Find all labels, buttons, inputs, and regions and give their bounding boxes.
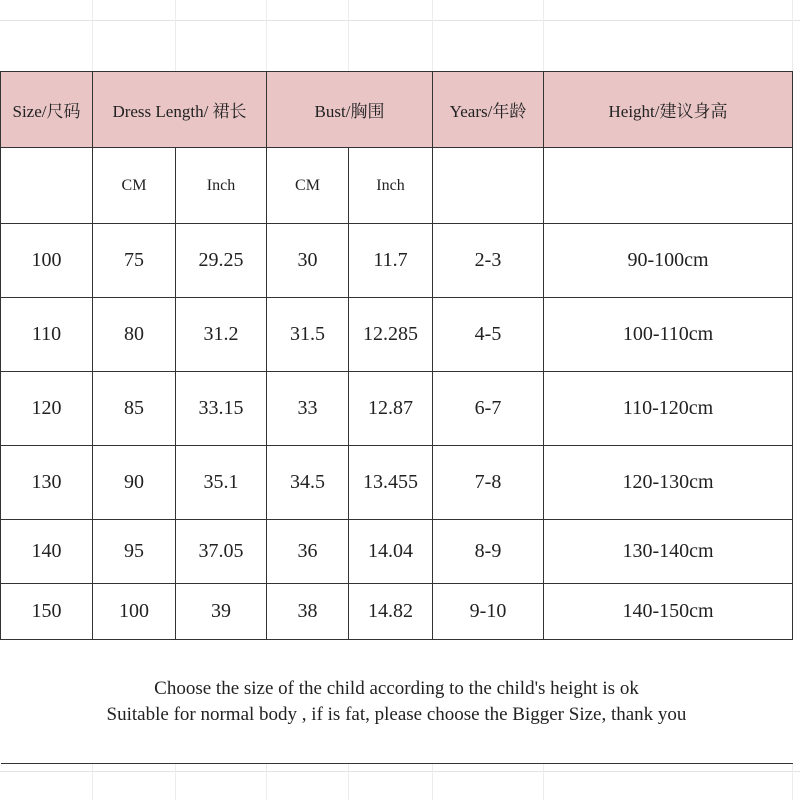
cell-bust-inch: 12.285 [349,298,433,372]
unit-dress-length-cm: CM [93,148,176,224]
cell-bust-inch: 14.04 [349,520,433,584]
cell-size: 100 [1,224,93,298]
unit-cell-empty [1,148,93,224]
cell-dress-length-inch: 39 [176,584,267,640]
table-row [1,446,793,520]
cell-bust-inch: 12.87 [349,372,433,446]
unit-bust-cm: CM [267,148,349,224]
cell-dress-length-cm: 75 [93,224,176,298]
gridline [0,20,800,21]
cell-years: 4-5 [433,298,544,372]
cell-bust-cm: 36 [267,520,349,584]
cell-dress-length-inch: 33.15 [176,372,267,446]
cell-size: 150 [1,584,93,640]
unit-cell-empty [544,148,793,224]
note-row [1,640,793,764]
note-line-1: Choose the size of the child according to the child's height is ok [154,677,639,699]
cell-dress-length-cm: 90 [93,446,176,520]
cell-height: 120-130cm [544,446,793,520]
cell-dress-length-cm: 100 [93,584,176,640]
cell-years: 6-7 [433,372,544,446]
table-row [1,520,793,584]
table-row [1,372,793,446]
size-chart-table [0,71,793,764]
cell-height: 110-120cm [544,372,793,446]
cell-size: 130 [1,446,93,520]
header-bust: Bust/胸围 [267,72,433,148]
cell-dress-length-inch: 29.25 [176,224,267,298]
cell-bust-cm: 38 [267,584,349,640]
cell-height: 130-140cm [544,520,793,584]
header-dress-length: Dress Length/ 裙长 [93,72,267,148]
note-line-2: Suitable for normal body , if is fat, please choose the Bigger Size, thank you [106,703,687,725]
cell-dress-length-cm: 95 [93,520,176,584]
cell-height: 100-110cm [544,298,793,372]
cell-dress-length-cm: 80 [93,298,176,372]
cell-bust-cm: 34.5 [267,446,349,520]
cell-height: 90-100cm [544,224,793,298]
header-height: Height/建议身高 [544,72,793,148]
cell-years: 7-8 [433,446,544,520]
unit-dress-length-inch: Inch [176,148,267,224]
cell-years: 2-3 [433,224,544,298]
cell-dress-length-inch: 31.2 [176,298,267,372]
table-row [1,224,793,298]
table-header-row [1,72,793,148]
header-size: Size/尺码 [1,72,93,148]
unit-bust-inch: Inch [349,148,433,224]
cell-years: 9-10 [433,584,544,640]
table-row [1,298,793,372]
size-note [1,640,793,764]
cell-dress-length-inch: 37.05 [176,520,267,584]
cell-bust-cm: 31.5 [267,298,349,372]
gridline [0,771,800,772]
cell-bust-inch: 14.82 [349,584,433,640]
cell-size: 110 [1,298,93,372]
cell-bust-inch: 11.7 [349,224,433,298]
cell-dress-length-inch: 35.1 [176,446,267,520]
cell-dress-length-cm: 85 [93,372,176,446]
header-years: Years/年龄 [433,72,544,148]
unit-cell-empty [433,148,544,224]
cell-years: 8-9 [433,520,544,584]
cell-size: 140 [1,520,93,584]
table-row [1,584,793,640]
cell-size: 120 [1,372,93,446]
cell-bust-inch: 13.455 [349,446,433,520]
cell-bust-cm: 33 [267,372,349,446]
cell-bust-cm: 30 [267,224,349,298]
cell-height: 140-150cm [544,584,793,640]
unit-row [1,148,793,224]
